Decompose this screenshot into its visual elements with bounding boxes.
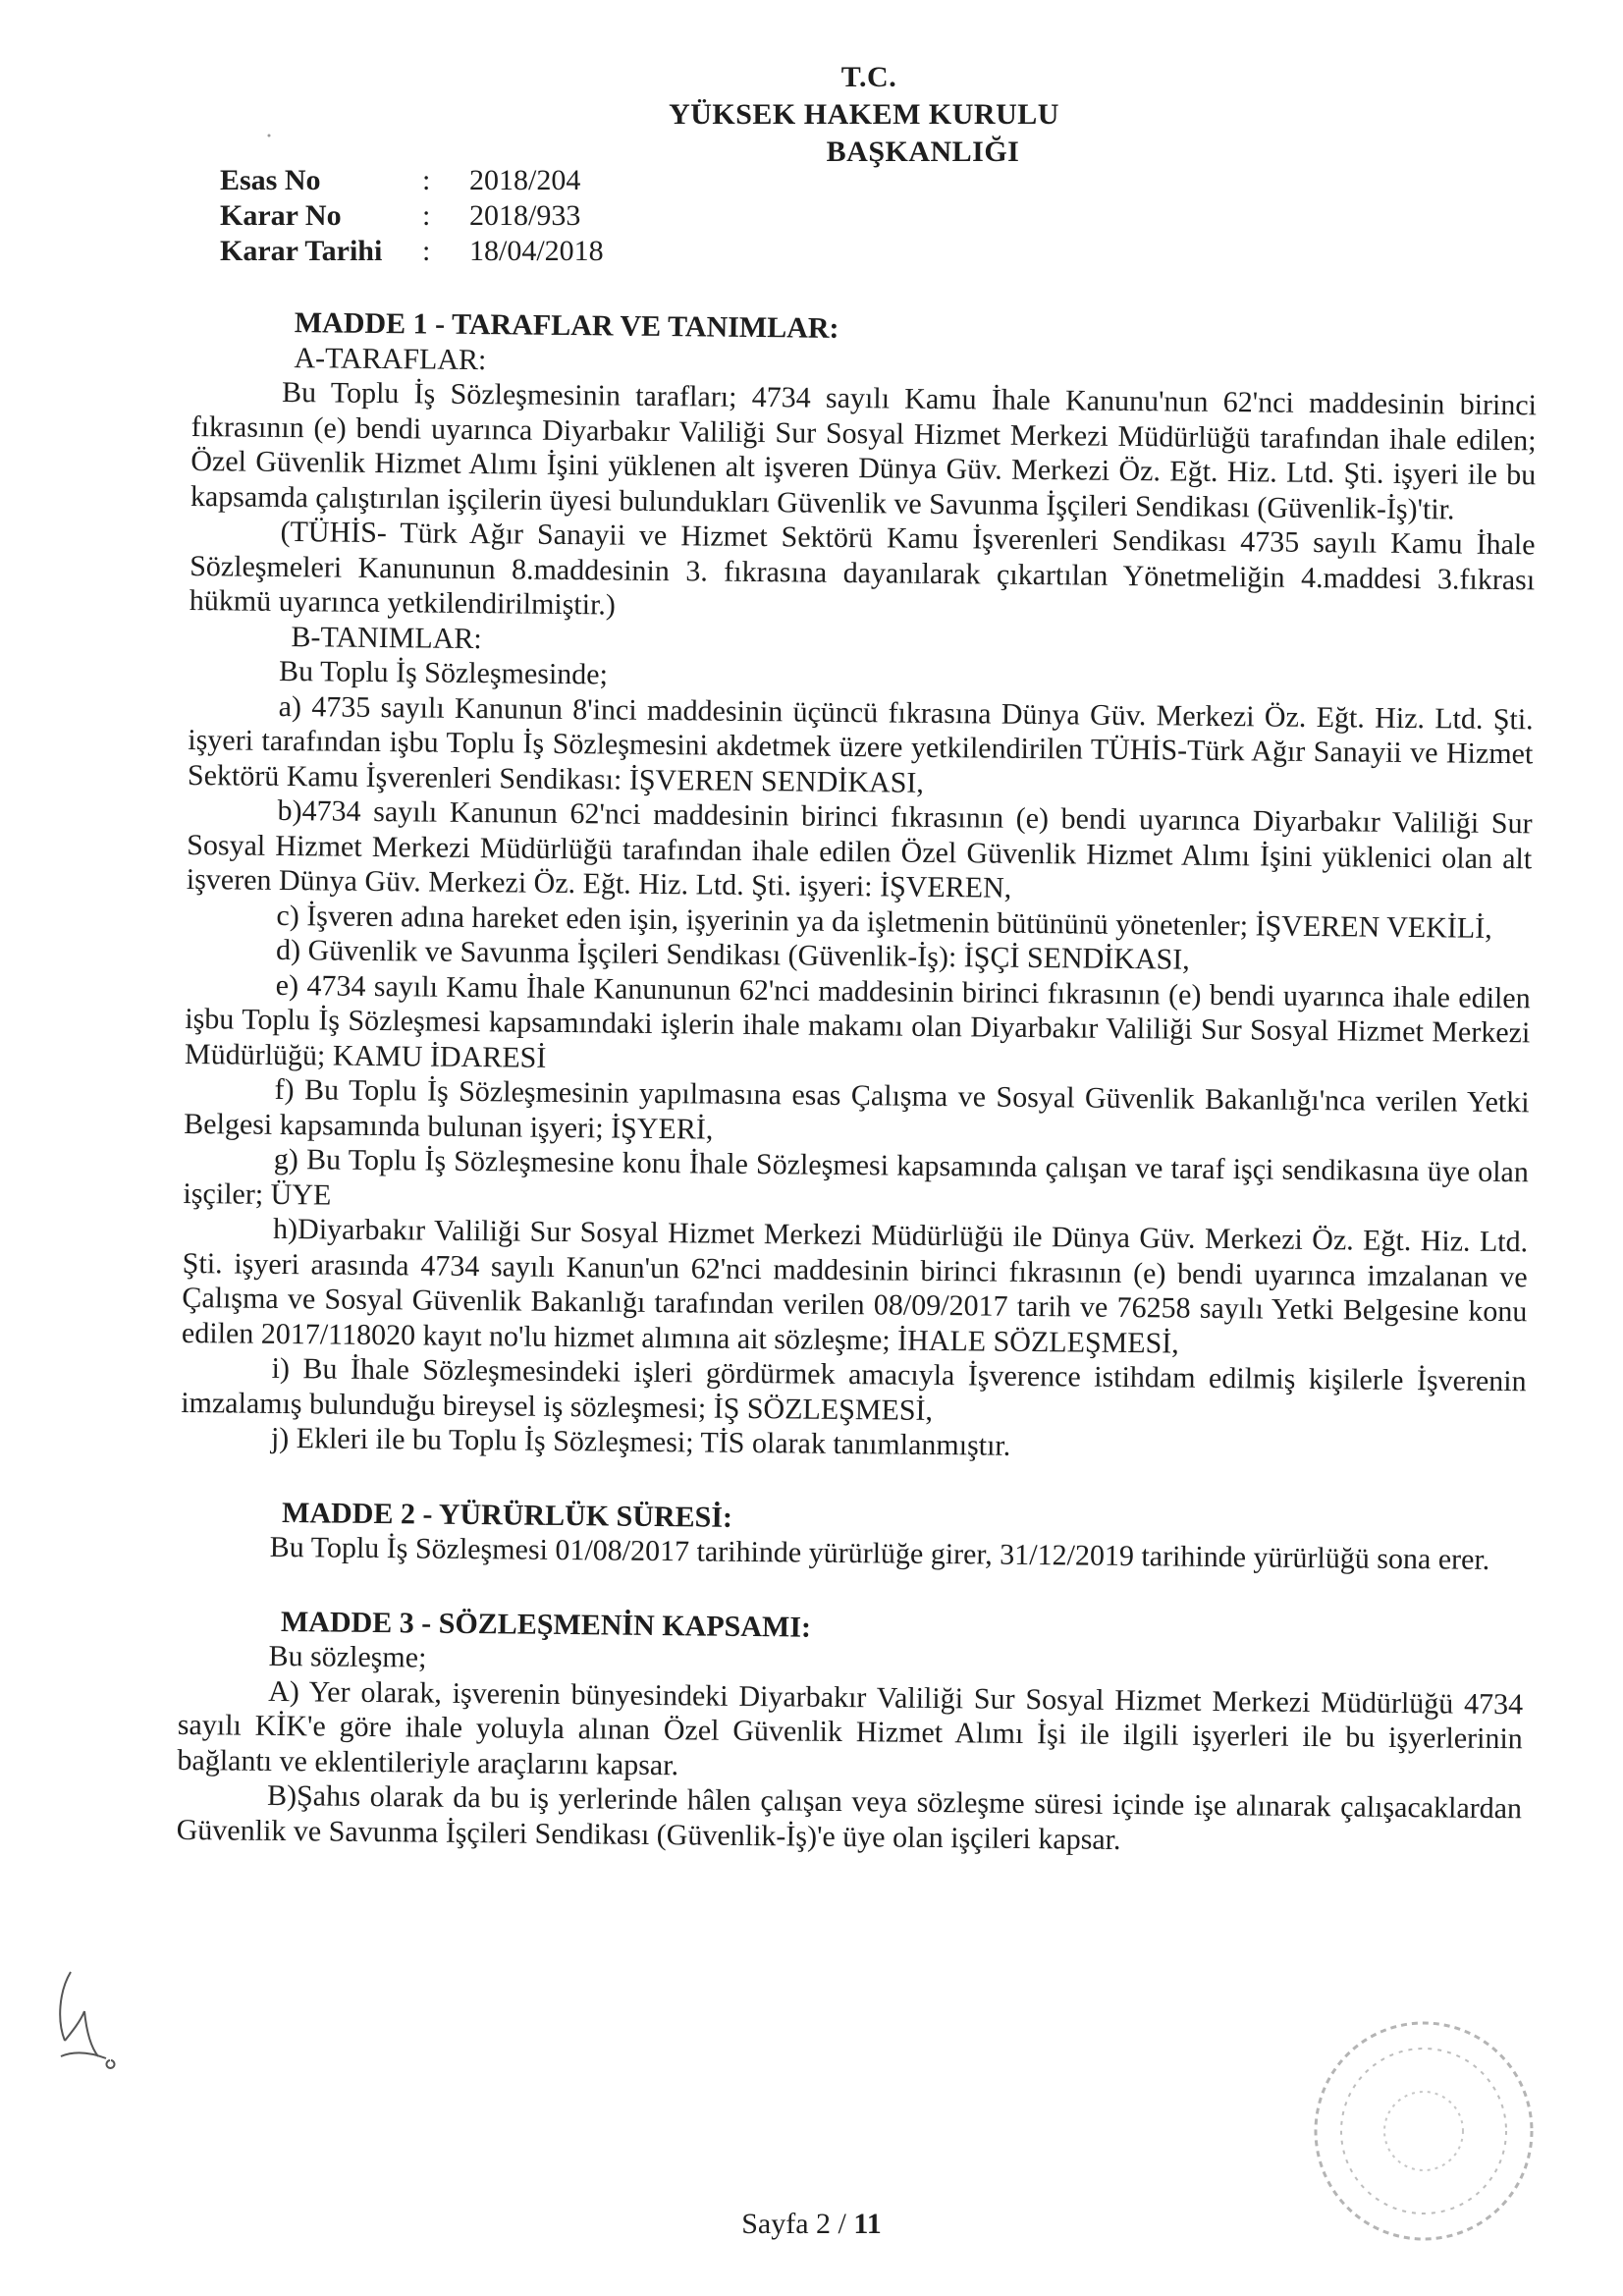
- handwritten-initials: [51, 1962, 120, 2070]
- definition-item-h: h)Diyarbakır Valiliği Sur Sosyal Hizmet Merkezi Müdürlüğü ile Dünya Güv. Merkezi Öz. Eğt. Hiz. Ltd. Şti. işyeri arasında 4734 sayılı Kanun'un 62'nci maddesinin birinci fıkrasının (e) bendi uyarınca imzalanan ve Çalışma ve Sosyal Güvenlik Bakanlığı tarafından verilen 08/09/2017 tarih ve 76258 sayılı Yetki Belgesine konu edilen 2017/118020 kayıt no'lu hizmet alımına ait sözleşme; İHALE SÖZLEŞMESİ,: [181, 1212, 1529, 1360]
- header-institution: YÜKSEK HAKEM KURULU: [669, 98, 1059, 131]
- section-a-heading: A-TARAFLAR:: [294, 341, 487, 376]
- page-footer: [0, 2208, 1623, 2241]
- meta-row-karar-tarihi: [220, 234, 646, 269]
- definition-item-b: b)4734 sayılı Kanunun 62'nci maddesinin birinci fıkrasının (e) bendi uyarınca Diyarbakır Valiliği Sur Sosyal Hizmet Merkezi Müdürlüğü tarafından ihale edilen Özel Güvenlik Hizmet Alımı İşini yüklenici olan alt işveren Dünya Güv. Merkezi Öz. Eğt. Hiz. Ltd. Şti. işyeri: İŞVEREN,: [186, 793, 1533, 904]
- validity-paragraph: Bu Toplu İş Sözleşmesi 01/08/2017 tarihinde yürürlüğe girer, 31/12/2019 tarihinde yürürlüğü sona erer.: [269, 1530, 1490, 1576]
- case-metadata: [220, 163, 646, 269]
- madde-2-title: MADDE 2 - YÜRÜRLÜK SÜRESİ:: [281, 1496, 733, 1534]
- meta-label: Karar No: [220, 199, 342, 232]
- meta-value: 18/04/2018: [469, 235, 604, 267]
- meta-label: Esas No: [220, 164, 321, 196]
- definition-item-i: i) Bu İhale Sözleşmesindeki işleri gördürmek amacıyla İşverence istihdam edilmiş kişilerle İşverenin imzalamış bulunduğu bireysel iş sözleşmesi; İŞ SÖZLEŞMESİ,: [181, 1351, 1527, 1427]
- scope-intro: Bu sözleşme;: [268, 1639, 427, 1674]
- meta-separator: :: [422, 235, 431, 267]
- page-number-prefix: Sayfa 2 /: [741, 2208, 854, 2240]
- header-tc: T.C.: [840, 61, 897, 93]
- definition-item-g: g) Bu Toplu İş Sözleşmesine konu İhale Sözleşmesi kapsamında çalışan ve taraf işçi sendikasına üye olan işçiler; ÜYE: [183, 1142, 1529, 1212]
- page-total: 11: [853, 2208, 882, 2240]
- scope-paragraph-a: A) Yer olarak, işverenin bünyesindeki Diyarbakır Valiliği Sur Sosyal Hizmet Merkezi Müdürlüğü 4734 sayılı KİK'e göre ihale yoluyla alınan Özel Güvenlik Hizmet Alımı İşi ile ilgili işyerleri ile bu işyerlerinin bağlantı ve eklentileriyle araçlarını kapsar.: [177, 1674, 1524, 1781]
- madde-1-title: MADDE 1 - TARAFLAR VE TANIMLAR:: [294, 306, 839, 345]
- scope-paragraph-b: B)Şahıs olarak da bu iş yerlerinde hâlen çalışan veya sözleşme süresi içinde işe alınarak çalışacaklardan Güvenlik ve Savunma İşçileri Sendikası (Güvenlik-İş)'e üye olan işçileri kapsar.: [176, 1778, 1523, 1856]
- madde-3-title: MADDE 3 - SÖZLEŞMENİN KAPSAMI:: [280, 1605, 812, 1644]
- definition-item-j: j) Ekleri ile bu Toplu İş Sözleşmesi; TİS olarak tanımlanmıştır.: [270, 1421, 1011, 1462]
- parties-paragraph: Bu Toplu İş Sözleşmesinin tarafları; 4734 sayılı Kamu İhale Kanunu'nun 62'nci maddesinin birinci fıkrasının (e) bendi uyarınca Diyarbakır Valiliği Sur Sosyal Hizmet Merkezi Müdürlüğü tarafından ihale edilen; Özel Güvenlik Hizmet Alımı İşini yüklenen alt işveren Dünya Güv. Merkezi Öz. Eğt. Hiz. Ltd. Şti. işyeri ile bu kapsamda çalıştırılan işçilerin üyesi bulundukları Güvenlik ve Savunma İşçileri Sendikası (Güvenlik-İş)'tir.: [189, 375, 1538, 525]
- meta-row-karar: [220, 198, 646, 234]
- header-presidency: BAŞKANLIĞI: [826, 136, 1020, 168]
- definition-item-d: d) Güvenlik ve Savunma İşçileri Sendikası (Güvenlik-İş): İŞÇİ SENDİKASI,: [275, 933, 1190, 976]
- meta-value: 2018/204: [469, 164, 581, 196]
- definitions-intro: Bu Toplu İş Sözleşmesinde;: [278, 654, 609, 691]
- scan-speck: [265, 126, 273, 132]
- tuhis-paragraph: (TÜHİS- Türk Ağır Sanayii ve Hizmet Sektörü Kamu İşverenleri Sendikası 4735 sayılı Kamu İhale Sözleşmeleri Kanununun 8.maddesinin 3. fıkrasına dayanılarak çıkartılan Yönetmeliğin 4.maddesi 3.fıkrası hükmü uyarınca yetkilendirilmiştir.): [189, 515, 1536, 622]
- meta-value: 2018/933: [469, 199, 581, 232]
- document-body: [177, 304, 1538, 1861]
- meta-label: Karar Tarihi: [220, 235, 383, 267]
- definition-item-f: f) Bu Toplu İş Sözleşmesinin yapılmasına esas Çalışma ve Sosyal Güvenlik Bakanlığı'nca verilen Yetki Belgesi kapsamında bulunan işyeri; İŞYERİ,: [184, 1072, 1530, 1146]
- definition-item-c: c) İşveren adına hareket eden işin, işyerinin ya da işletmenin bütününü yönetenler; İŞVEREN VEKİLİ,: [276, 899, 1492, 945]
- meta-separator: :: [422, 199, 431, 232]
- meta-separator: :: [422, 164, 431, 196]
- meta-row-esas: [220, 163, 646, 198]
- document-header: [550, 59, 1178, 171]
- definition-item-a: a) 4735 sayılı Kanunun 8'inci maddesinin üçüncü fıkrasına Dünya Güv. Merkezi Öz. Eğt. Hiz. Ltd. Şti. işyeri tarafından işbu Toplu İş Sözleşmesini akdetmek üzere yetkilendirilen TÜHİS-Türk Ağır Sanayii ve Hizmet Sektörü Kamu İşverenleri Sendikası: İŞVEREN SENDİKASI,: [187, 689, 1534, 799]
- definition-item-e: e) 4734 sayılı Kamu İhale Kanununun 62'nci maddesinin birinci fıkrasının (e) bendi uyarınca ihale edilen işbu Toplu İş Sözleşmesi kapsamındaki işlerin ihale makamı olan Diyarbakır Valiliği Sur Sosyal Hizmet Merkezi Müdürlüğü; KAMU İDARESİ: [184, 968, 1531, 1074]
- section-b-heading: B-TANIMLAR:: [291, 620, 482, 655]
